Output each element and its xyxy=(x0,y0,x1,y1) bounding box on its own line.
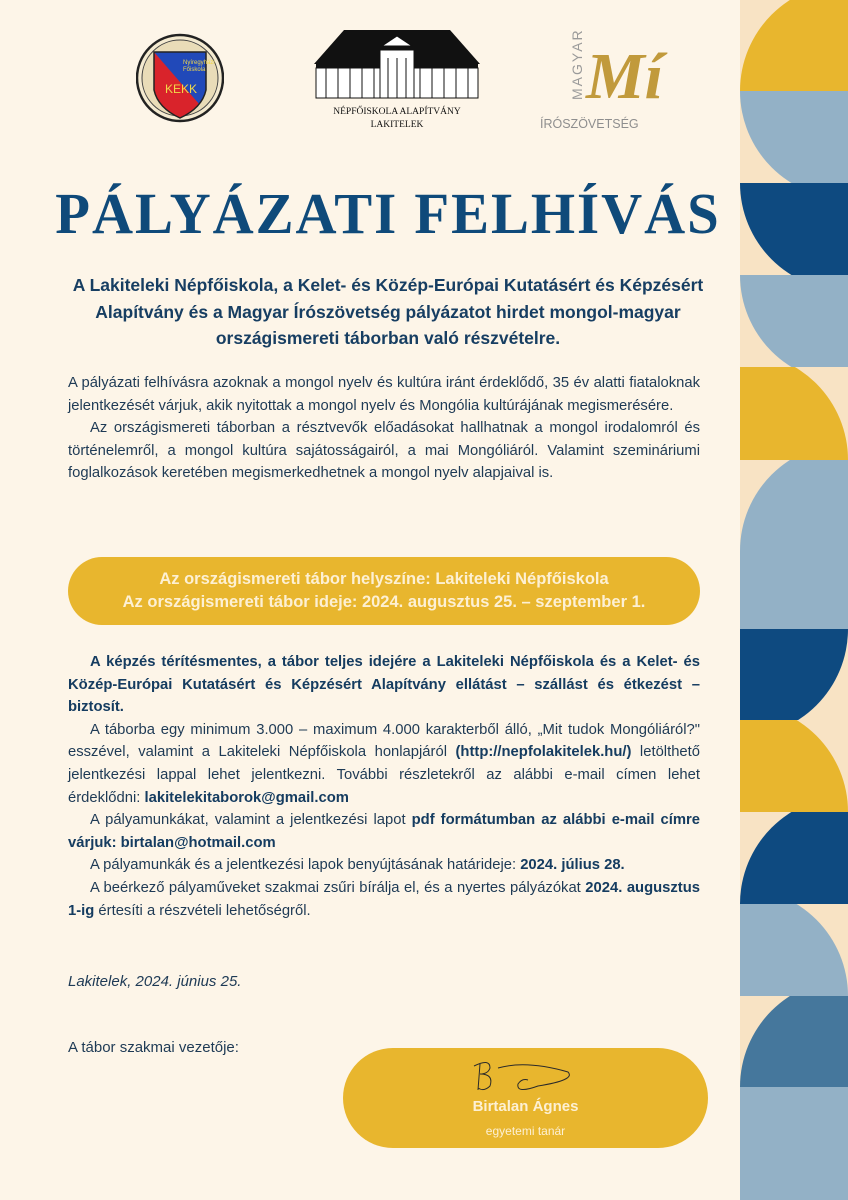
svg-text:NÉPFŐISKOLA ALAPÍTVÁNY: NÉPFŐISKOLA ALAPÍTVÁNY xyxy=(333,107,461,117)
subtitle: A Lakiteleki Népfőiskola, a Kelet- és Közép-Európai Kutatásért és Képzésért Alapítvány és a Magyar Írószövetség pályázatot hirdet mongol-magyar országismereti táborban való részvételre. xyxy=(72,275,704,348)
decorative-pattern-strip xyxy=(740,0,848,1200)
contact-email-link[interactable]: lakitelekitaborok@gmail.com xyxy=(144,789,349,806)
svg-text:Főiskola: Főiskola xyxy=(183,67,206,73)
notification-paragraph xyxy=(68,877,700,922)
iroszovetseg-logo xyxy=(540,20,670,138)
application-paragraph xyxy=(68,719,700,809)
text: értesíti a részvételi lehetőségről. xyxy=(94,902,311,919)
submission-email[interactable]: pdf formátumban az alábbi e-mail címre várjuk: birtalan@hotmail.com xyxy=(68,812,700,851)
deadline-paragraph xyxy=(68,854,700,877)
intro-paragraph-1: A pályázati felhívásra azoknak a mongol nyelv és kultúra iránt érdeklődő, 35 év alatti fiataloknak jelentkezését várjuk, akik nyitottak a mongol nyelv és Mongólia kultúrájának megismerésére. xyxy=(68,375,700,414)
signature-block xyxy=(343,1048,708,1148)
details-text xyxy=(68,651,700,922)
camp-info-banner xyxy=(68,557,700,625)
svg-text:LAKITELEK: LAKITELEK xyxy=(370,120,424,130)
signer-role: egyetemi tanár xyxy=(485,1124,566,1138)
geometric-shapes xyxy=(740,0,848,1200)
decorative-shape xyxy=(740,1087,848,1200)
svg-text:KEKK: KEKK xyxy=(165,82,198,96)
signer-label: A tábor szakmai vezetője: xyxy=(68,1039,239,1056)
text: A táborba egy minimum 3.000 – maximum 4.000 karakterből álló, „Mit tudok Mongóliáról?" esszével, valamint a Lakiteleki Népfőiskola honlapjáról xyxy=(68,721,700,761)
page-title: PÁLYÁZATI FELHÍVÁS xyxy=(55,181,721,246)
handwritten-signature xyxy=(468,1054,588,1099)
svg-text:Nyíregyházi: Nyíregyházi xyxy=(183,60,215,66)
signer-name: Birtalan Ágnes xyxy=(472,1098,579,1115)
text: letölthető jelentkezési lappal lehet jelentkezni. További részletekről az alábbi e-mail címen lehet érdeklődni: xyxy=(68,744,700,806)
camp-location: Az országismereti tábor helyszíne: Lakiteleki Népfőiskola xyxy=(159,570,609,588)
date-line: Lakitelek, 2024. június 25. xyxy=(68,973,242,990)
text: A pályamunkák és a jelentkezési lapok benyújtásának határideje: xyxy=(90,857,521,874)
nepfoiskola-logo xyxy=(312,28,482,132)
notification-date: 2024. augusztus 1-ig xyxy=(68,879,700,919)
kekk-logo xyxy=(136,20,224,136)
svg-text:ÍRÓSZÖVETSÉG: ÍRÓSZÖVETSÉG xyxy=(540,117,639,131)
website-link[interactable]: (http://nepfolakitelek.hu/) xyxy=(455,744,632,761)
intro-paragraph-2: Az országismereti táborban a résztvevők előadásokat hallhatnak a mongol irodalomról és történelemről, a mongol kultúra sajátosságairól, a mai Mongóliáról. Valamint szemináriumi foglalkozások keretében megismerkedhetnek a mongol nyelv alapjaival is. xyxy=(68,420,700,482)
free-of-charge-notice: A képzés térítésmentes, a tábor teljes idejére a Lakiteleki Népfőiskola és a Kelet- és Közép-Európai Kutatásért és Képzésért Alapítvány ellátást – szállást és étkezést – biztosít. xyxy=(68,654,700,716)
decorative-shape xyxy=(740,551,848,629)
text: A pályamunkákat, valamint a jelentkezési lapot xyxy=(90,812,412,829)
svg-text:MAGYAR: MAGYAR xyxy=(569,28,585,100)
svg-text:Mí: Mí xyxy=(586,40,664,113)
submission-paragraph xyxy=(68,809,700,854)
deadline-date: 2024. július 28. xyxy=(520,857,625,874)
camp-dates: Az országismereti tábor ideje: 2024. augusztus 25. – szeptember 1. xyxy=(122,593,646,611)
text: A beérkező pályaműveket szakmai zsűri bírálja el, és a nyertes pályázókat xyxy=(90,879,586,896)
intro-text xyxy=(68,372,700,485)
